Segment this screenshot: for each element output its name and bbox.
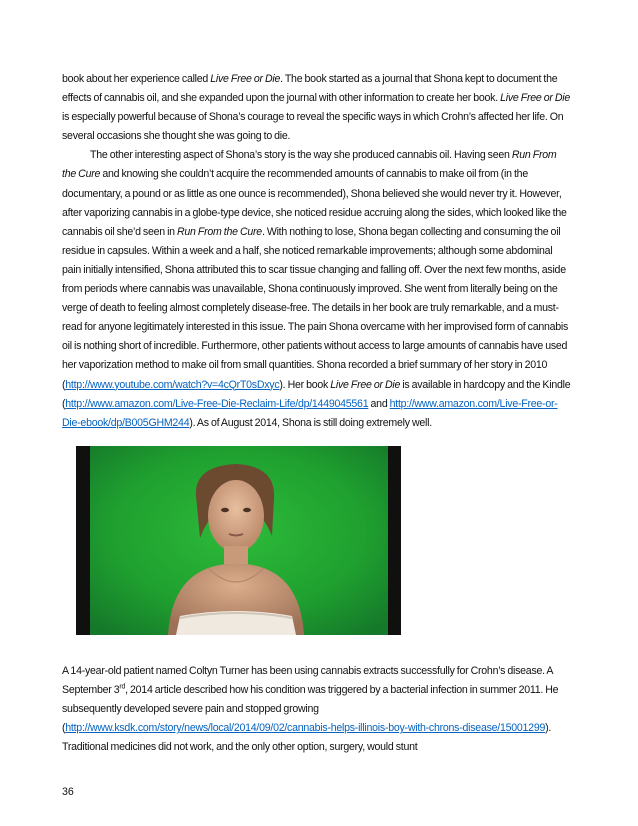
text-run: . The book started as a journal that Shona kept to document the effects of cannabis oil, and she expanded upon the journal with other information to create her book. bbox=[62, 73, 558, 105]
ordinal-suffix: rd bbox=[119, 683, 126, 691]
text-run: is especially powerful because of Shona’s courage to reveal the specific ways in which Crohn’s affected her life. On several occasions she thought she was going to die. bbox=[62, 111, 564, 143]
text-run: . With nothing to lose, Shona began collecting and consuming the oil residue in capsules. Within a week and a half, she noticed remarkable improvements; although some abdominal pain initially intensified, Shona attributed this to scar tissue changing and falling off. Over the next few months, aside from periods where cannabis was unavailable, Shona continuously improved. She went from literally being on the verge of death to feeling almost completely disease-free. The details in her book are truly remarkable, and a must-read for anyone legitimately interested in this issue. The pain Shona overcame with her improvised form of cannabis oil is nothing short of incredible. Furthermore, other patients without access to large amounts of cannabis have used her vaporization method to make oil from small quantities. Shona recorded a brief summary of her story in 2010 ( bbox=[62, 225, 569, 391]
youtube-link[interactable]: http://www.youtube.com/watch?v=4cQrT0sDxyc bbox=[65, 378, 280, 391]
text-run: ). Her book bbox=[279, 378, 331, 391]
text-run: , 2014 article described how his condition was triggered by a bacterial infection in summer 2011. He subsequently developed severe pain and stopped growing ( bbox=[62, 684, 559, 735]
amazon-hardcopy-link[interactable]: http://www.amazon.com/Live-Free-Die-Reclaim-Life/dp/1449045561 bbox=[65, 397, 369, 410]
page-number: 36 bbox=[62, 786, 74, 798]
text-run: A 14-year-old patient named Coltyn Turner has been using cannabis extracts successfully for Crohn’s disease. A September 3 bbox=[62, 665, 553, 697]
paragraph-1 bbox=[62, 70, 572, 146]
video-frame-illustration bbox=[76, 446, 401, 635]
ksdk-article-link[interactable]: http://www.ksdk.com/story/news/local/2014/09/02/cannabis-helps-illinois-boy-with-chrons-disease/15001299 bbox=[65, 722, 546, 735]
text-run: and bbox=[368, 397, 390, 410]
text-run: The other interesting aspect of Shona’s story is the way she produced cannabis oil. Having seen bbox=[90, 149, 512, 162]
book-title: Live Free or Die bbox=[210, 73, 281, 85]
top-text-block bbox=[62, 70, 572, 433]
text-run: ). As of August 2014, Shona is still doing extremely well. bbox=[189, 416, 432, 429]
bottom-text-block bbox=[62, 662, 572, 757]
amazon-kindle-link[interactable]: http://www.amazon.com/Live-Free-or-Die-ebook/dp/B005GHM244 bbox=[62, 397, 558, 429]
paragraph-2 bbox=[62, 146, 572, 432]
documentary-title: Run From the Cure bbox=[62, 149, 557, 181]
text-run: and knowing she couldn’t acquire the recommended amounts of cannabis to make oil from (in the documentary, a pound or as little as one ounce is recommended), Shona believed she would never try it. However, after vaporizing cannabis in a globe-type device, she noticed residue accruing along the sides, which looked like the cannabis oil she’d seen in bbox=[62, 168, 567, 238]
text-run: book about her experience called bbox=[62, 73, 211, 85]
book-title: Live Free or Die bbox=[330, 378, 401, 391]
video-still-image bbox=[76, 446, 401, 635]
text-run: ). Traditional medicines did not work, and the only other option, surgery, would stunt bbox=[62, 722, 552, 754]
paragraph-3 bbox=[62, 662, 572, 757]
documentary-title: Run From the Cure bbox=[177, 225, 262, 238]
book-title: Live Free or Die bbox=[500, 92, 570, 105]
text-run: is available in hardcopy and the Kindle ( bbox=[62, 378, 571, 410]
